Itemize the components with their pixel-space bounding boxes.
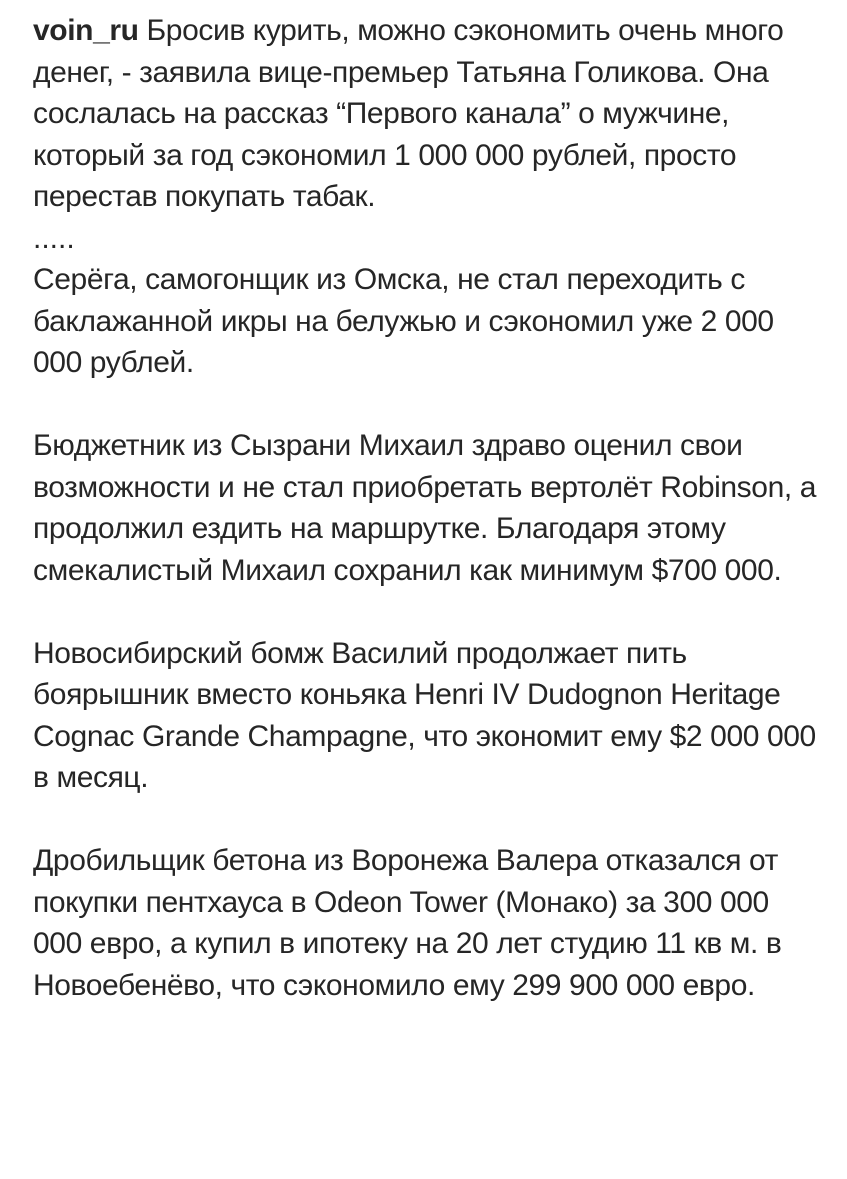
post-caption bbox=[33, 10, 823, 1006]
paragraph-2: Бюджетник из Сызрани Михаил здраво оценил свои возможности и не стал приобретать вертолёт Robinson, а продолжил ездить на маршрутке. Благодаря этому смекалистый Михаил сохранил как минимум $700 000. bbox=[33, 429, 817, 587]
username-link[interactable]: voin_ru bbox=[33, 14, 139, 47]
separator-dots: ..... bbox=[33, 221, 75, 255]
paragraph-3: Новосибирский бомж Василий продолжает пить боярышник вместо коньяка Henri IV Dudognon Heritage Cognac Grande Champagne, что экономит ему $2 000 000 в месяц. bbox=[33, 636, 816, 794]
caption-intro bbox=[33, 10, 823, 218]
paragraph-1: Серёга, самогонщик из Омска, не стал переходить с баклажанной икры на белужью и сэкономил уже 2 000 000 рублей. bbox=[33, 263, 774, 379]
intro-text: Бросив курить, можно сэкономить очень много денег, - заявила вице-премьер Татьяна Голикова. Она сослалась на рассказ “Первого канала” о мужчине, который за год сэкономил 1 000 000 рублей, просто перестав покупать табак. bbox=[33, 14, 784, 213]
cropped-previous-line bbox=[36, 0, 96, 6]
paragraph-4: Дробильщик бетона из Воронежа Валера отказался от покупки пентхауса в Odeon Tower (Монако) за 300 000 000 евро, а купил в ипотеку на 20 лет студию 11 кв м. в Новоебенёво, что сэкономило ему 299 900 000 евро. bbox=[33, 844, 782, 1002]
